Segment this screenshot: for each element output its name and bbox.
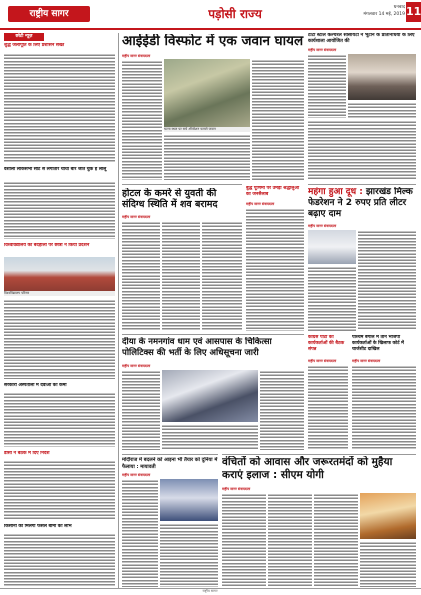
story-farmers-headline: किसानों को मिलेगा फसल बीमा का लाभ xyxy=(4,524,72,529)
top-right-body-col1 xyxy=(308,54,346,118)
lead-body-col2 xyxy=(164,134,250,180)
votes-story-headline: कांग्रेस पार्टी की कार्यकर्ताओं की बैठक संपन्न xyxy=(308,335,345,352)
hotel-story-byline: राष्ट्रीय सागर संवाददाता xyxy=(122,215,151,219)
yogi-photo xyxy=(360,493,416,539)
doctors-story-headline: दीया के नमनगांव धाम एवं आसपास के चिकित्सा पोलिटिक्स की भर्ती के लिए अधिसूचना जारी xyxy=(122,337,272,358)
mayawati-story-byline: राष्ट्रीय सागर संवाददाता xyxy=(122,473,151,477)
lead-body-col3 xyxy=(252,59,304,180)
section-rule xyxy=(122,184,242,185)
milk-body-col1 xyxy=(308,266,356,331)
doctors-body-col1 xyxy=(122,370,160,450)
page-number: 11 xyxy=(406,2,421,22)
police-story-body xyxy=(246,208,304,331)
lead-body-col1 xyxy=(122,60,162,180)
section-rule xyxy=(222,454,416,455)
yogi-body-col4 xyxy=(360,541,416,587)
milk-headline-red: महंगा हुआ दूध : xyxy=(308,187,363,197)
bengal-story-headline: पश्चिम बंगाल में तीन भाजपा कार्यकर्ताओं के खिलाफ कोर्ट में चार्जशीट दाखिल xyxy=(352,335,404,352)
edition-meta xyxy=(310,4,405,26)
story-dc-body xyxy=(4,460,115,520)
university-photo-caption: विश्वविद्यालय परिसर xyxy=(4,291,115,296)
top-right-photo xyxy=(348,54,416,100)
story-dc-headline: डीसी ने बैठक में दिए निर्देश xyxy=(4,451,50,456)
edition-date: मंगलवार 14 मई, 2019 xyxy=(363,12,405,17)
mayawati-photo xyxy=(160,479,218,521)
mayawati-story-headline: मोदीराज में बदलने को आइना भी तैयार को दुनिया में फैलाया : मायावती xyxy=(122,457,218,470)
yogi-body-col2 xyxy=(268,493,312,587)
section-title: पड़ोसी राज्य xyxy=(208,7,262,21)
lead-photo xyxy=(164,59,250,127)
doctors-body-col2 xyxy=(162,424,258,450)
lead-byline: राष्ट्रीय सागर संवाददाता xyxy=(122,54,151,58)
votes-story-body xyxy=(308,365,348,450)
story-university-body xyxy=(4,299,115,379)
section-rule xyxy=(122,334,304,335)
masthead-divider xyxy=(0,28,421,30)
hotel-body-col1 xyxy=(122,221,160,331)
top-right-body-bottom xyxy=(308,120,416,180)
brief-body-text xyxy=(4,53,115,163)
hotel-body-col3 xyxy=(202,221,242,331)
masthead xyxy=(0,0,421,30)
bengal-story-byline: राष्ट्रीय सागर संवाददाता xyxy=(352,359,381,363)
milk-story-byline: राष्ट्रीय सागर संवाददाता xyxy=(308,224,337,228)
yogi-story-headline: वंचितों को आवास और जरूरतमंदों को मुहैया कराएं इलाज : सीएम योगी xyxy=(222,456,393,481)
police-story-byline: राष्ट्रीय सागर संवाददाता xyxy=(246,202,275,206)
story-medicine-body xyxy=(4,392,115,447)
mayawati-body-col2 xyxy=(160,523,218,587)
yogi-story-byline: राष्ट्रीय सागर संवाददाता xyxy=(222,487,251,491)
yogi-body-col3 xyxy=(314,493,358,587)
milk-photo xyxy=(308,230,356,264)
edition-city: धनबाद xyxy=(393,5,405,10)
milk-story-headline xyxy=(308,187,416,221)
hotel-story-headline: होटल के कमरे से युवती की संदिग्ध स्थिति में शव बरामद xyxy=(122,188,218,210)
hotel-body-col2 xyxy=(162,221,200,331)
yogi-body-col1 xyxy=(222,493,266,587)
bengal-story-body xyxy=(352,365,416,450)
milk-headline-black: झारखंड मिल्क फेडरेशन ने 2 रुपए प्रति लीटर बढ़ाए दाम xyxy=(308,187,413,219)
story-lalu-headline: वैशाली लोकसभा सीट से लगातार चौथी बार जीत चुके हैं लालू xyxy=(4,167,107,172)
story-farmers-body xyxy=(4,533,115,587)
doctors-photo xyxy=(162,370,258,422)
section-rule xyxy=(308,184,416,185)
doctors-story-byline: राष्ट्रीय सागर संवाददाता xyxy=(122,364,151,368)
milk-body-col2 xyxy=(358,230,416,331)
top-right-body-col2 xyxy=(348,102,416,118)
police-story-headline: बुद्ध पूर्णिमा पर उमड़ा श्रद्धालुओं का जनसैलाब xyxy=(246,186,300,197)
column-divider xyxy=(118,33,119,588)
left-column xyxy=(4,33,115,588)
story-medicine-headline: सरकारी अस्पतालों में दवाओं की कमी xyxy=(4,383,67,388)
section-rule xyxy=(122,454,218,455)
story-university-headline: विश्वविद्यालय की बदहाली पर छात्रों ने किया प्रदर्शन xyxy=(4,243,90,248)
top-right-headline: टाटा स्टील कल्चरल सोसायटी ने भूटान के प्रतिनिधियों के लिए कार्यशाला आयोजित की xyxy=(308,33,415,45)
lead-photo-caption: घटना स्थल पर सर्च ऑपरेशन चलाते जवान xyxy=(164,127,250,132)
university-photo xyxy=(4,257,115,291)
lead-headline: आईईडी विस्फोट में एक जवान घायल xyxy=(122,34,304,49)
brief-label: छोटी न्यूज़ xyxy=(4,33,44,41)
brief-headline: शुद्ध जलापूर्ति के लिए प्रशासन सख्त xyxy=(4,43,65,48)
top-right-byline: राष्ट्रीय सागर संवाददाता xyxy=(308,48,337,52)
mayawati-body-col1 xyxy=(122,479,158,587)
footer-label: राष्ट्रीय सागर xyxy=(202,589,218,593)
doctors-body-col3 xyxy=(260,370,304,450)
votes-story-byline: राष्ट्रीय सागर संवाददाता xyxy=(308,359,337,363)
section-label-national: राष्ट्रीय सागर xyxy=(8,6,90,22)
story-lalu-body xyxy=(4,181,115,239)
